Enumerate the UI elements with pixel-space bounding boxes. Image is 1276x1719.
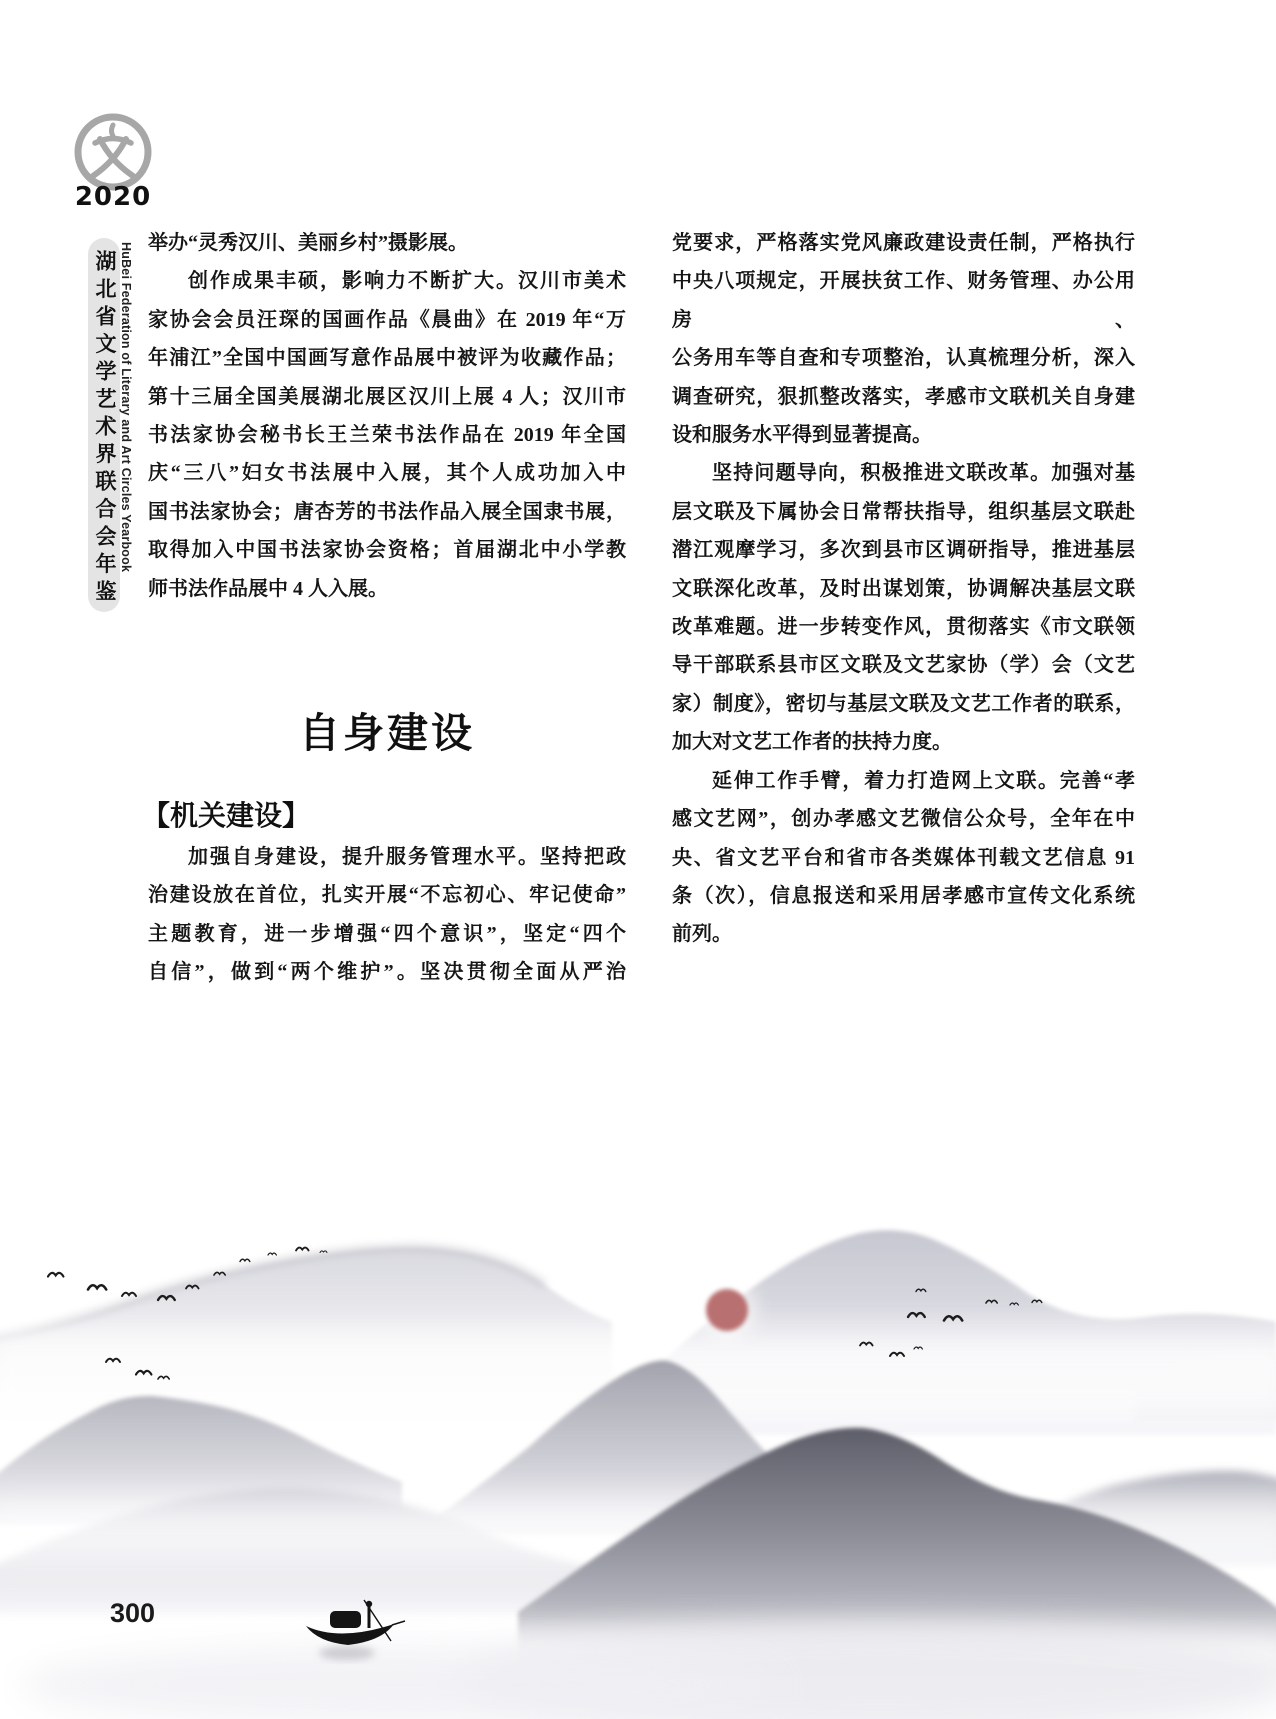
- text-line: 层文联及下属协会日常帮扶指导，组织基层文联赴: [672, 500, 1135, 523]
- spine-title-en: HuBei Federation of Literary and Art Circles Yearbook: [119, 242, 133, 573]
- sun: [697, 1280, 757, 1340]
- text-line: 家）制度》，密切与基层文联及文艺工作者的联系，: [672, 692, 1135, 715]
- text-line: 创作成果丰硕，影响力不断扩大。汉川市美术: [188, 270, 626, 293]
- text-line: 感文艺网”，创办孝感文艺微信公众号，全年在中: [672, 808, 1135, 831]
- spine-title-cn: 湖北省文学艺术界联合会年鉴: [93, 250, 116, 608]
- text-line: 加大对文艺工作者的扶持力度。: [672, 731, 952, 754]
- text-line: 治建设放在首位，扎实开展“不忘初心、牢记使命”: [148, 884, 626, 907]
- right-column: [672, 224, 1135, 954]
- left-column: [148, 224, 626, 608]
- text-line: 调查研究，狠抓整改落实，孝感市文联机关自身建: [672, 385, 1135, 408]
- text-line: 设和服务水平得到显著提高。: [672, 424, 932, 447]
- text-line: 坚持问题导向，积极推进文联改革。加强对基: [712, 462, 1135, 485]
- text-line: 公务用车等自查和专项整治，认真梳理分析，深入: [672, 347, 1135, 370]
- text-line: 取得加入中国书法家协会资格；首届湖北中小学教: [148, 539, 626, 562]
- text-line: 第十三届全国美展湖北展区汉川上展 4 人；汉川市: [148, 385, 626, 408]
- ink-landscape: [0, 1090, 1276, 1719]
- text-line: 导干部联系县市区文联及文艺家协（学）会（文艺: [672, 654, 1135, 677]
- text-line: 庆“三八”妇女书法展中入展，其个人成功加入中: [148, 462, 626, 485]
- text-line: 条（次），信息报送和采用居孝感市宣传文化系统: [672, 884, 1135, 907]
- text-line: 自信”，做到“两个维护”。坚决贯彻全面从严治: [148, 961, 626, 984]
- text-line: 中央八项规定，开展扶贫工作、财务管理、办公用房、: [672, 270, 1135, 331]
- text-line: 国书法家协会；唐杏芳的书法作品入展全国隶书展，: [148, 500, 626, 523]
- text-line: 改革难题。进一步转变作风，贯彻落实《市文联领: [672, 616, 1135, 639]
- section-heading: 自身建设: [299, 710, 475, 756]
- text-line: 家协会会员汪琛的国画作品《晨曲》在 2019 年“万: [148, 308, 626, 331]
- text-line: 央、省文艺平台和省市各类媒体刊载文艺信息 91: [672, 846, 1135, 869]
- text-line: 延伸工作手臂，着力打造网上文联。完善“孝: [712, 769, 1135, 792]
- text-line: 师书法作品展中 4 人入展。: [148, 577, 388, 600]
- text-line: 党要求，严格落实党风廉政建设责任制，严格执行: [672, 232, 1135, 254]
- year-label: 2020: [74, 182, 152, 212]
- text-line: 举办“灵秀汉川、美丽乡村”摄影展。: [148, 232, 468, 254]
- text-line: 前列。: [672, 923, 732, 946]
- text-line: 书法家协会秘书长王兰荣书法作品在 2019 年全国: [148, 424, 626, 447]
- text-line: 潜江观摩学习，多次到县市区调研指导，推进基层: [672, 539, 1135, 562]
- text-line: 加强自身建设，提升服务管理水平。坚持把政: [188, 846, 626, 868]
- page-number: 300: [110, 1598, 156, 1628]
- subsection-heading: 【机关建设】: [142, 800, 311, 831]
- text-line: 文联深化改革，及时出谋划策，协调解决基层文联: [672, 577, 1135, 600]
- text-line: 主题教育，进一步增强“四个意识”，坚定“四个: [148, 922, 626, 945]
- text-line: 年浦江”全国中国画写意作品展中被评为收藏作品；: [148, 347, 626, 370]
- left-column-continued: [148, 838, 626, 992]
